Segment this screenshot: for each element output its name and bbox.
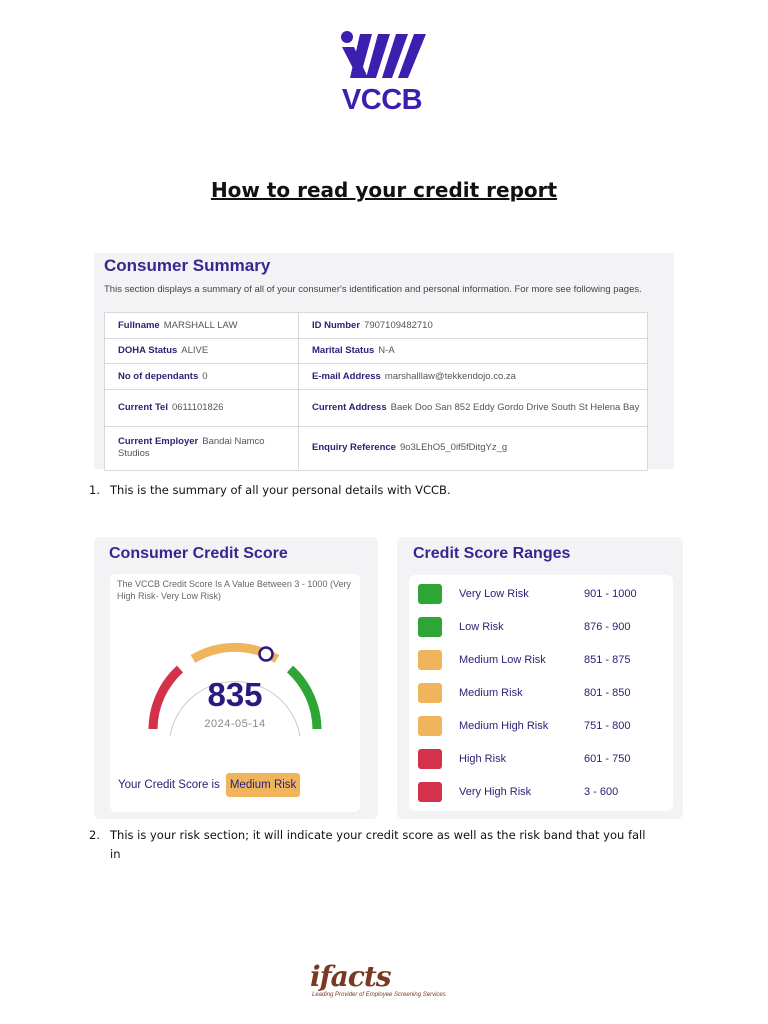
credit-score-ranges-title: Credit Score Ranges: [413, 545, 571, 562]
range-value: 876 - 900: [584, 621, 631, 633]
doha-status-label: DOHA Status: [118, 345, 178, 356]
consumer-summary-description: This section displays a summary of all of your consumer's identification and personal information. For more see following pages.: [104, 284, 642, 295]
current-employer-value: Bandai Namco Studios: [118, 436, 265, 459]
range-row-medium-high-risk: [409, 711, 673, 744]
id-number-value: 7907109482710: [364, 319, 433, 331]
fullname-label: Fullname: [118, 319, 160, 331]
consumer-summary-panel: [94, 253, 674, 469]
credit-score-footer: [118, 773, 300, 797]
email-label: E-mail Address: [312, 370, 381, 382]
range-swatch: [418, 782, 442, 802]
range-swatch: [418, 617, 442, 637]
credit-score-card: [110, 574, 360, 812]
summary-row: [105, 390, 647, 427]
summary-row: [105, 339, 647, 364]
list-item-number: 1.: [89, 483, 100, 497]
risk-band-badge: Medium Risk: [226, 773, 300, 797]
current-tel-label: Current Tel: [118, 402, 168, 413]
range-label: Medium Risk: [459, 687, 523, 699]
range-label: Medium High Risk: [459, 720, 549, 732]
enquiry-reference-value: 9o3LEhO5_0if5fDitgYz_g: [399, 442, 508, 453]
summary-row: [105, 313, 647, 339]
marital-status-value: N-A: [378, 345, 395, 356]
range-row-high-risk: [409, 744, 673, 777]
range-swatch: [418, 749, 442, 769]
range-value: 801 - 850: [584, 687, 631, 699]
list-item: [89, 481, 689, 499]
ifacts-logo-word: ifacts: [310, 960, 391, 993]
credit-score-date: 2024-05-14: [204, 718, 266, 730]
range-label: Medium Low Risk: [459, 654, 546, 666]
range-label: High Risk: [459, 753, 507, 765]
email-value: marshalllaw@tekkendojo.co.za: [384, 370, 516, 382]
fullname-value: MARSHALL LAW: [163, 319, 238, 331]
list-item-text: This is the summary of all your personal details with VCCB.: [110, 483, 451, 497]
range-swatch: [418, 716, 442, 736]
consumer-summary-table: [104, 312, 648, 471]
range-value: 901 - 1000: [584, 588, 637, 600]
range-swatch: [418, 650, 442, 670]
list-item-text-line-1: This is your risk section; it will indicate your credit score as well as the risk band that you fall: [110, 828, 646, 842]
logo-text: VCCB: [341, 84, 423, 116]
range-value: 851 - 875: [584, 654, 631, 666]
summary-row: [105, 364, 647, 390]
dependants-label: No of dependants: [118, 370, 199, 382]
range-row-medium-risk: [409, 678, 673, 711]
current-employer-label: Current Employer: [118, 436, 199, 447]
range-swatch: [418, 584, 442, 604]
vccb-logo-mark-icon: [338, 30, 426, 82]
list-item-text-line-2: in: [110, 847, 121, 861]
range-value: 751 - 800: [584, 720, 631, 732]
range-label: Very High Risk: [459, 786, 532, 798]
credit-score-title: Consumer Credit Score: [109, 545, 288, 562]
credit-score-ranges-panel: [397, 537, 683, 819]
range-value: 3 - 600: [584, 786, 619, 798]
dependants-value: 0: [202, 370, 208, 382]
range-row-very-high-risk: [409, 777, 673, 810]
credit-score-value: 835: [207, 676, 263, 713]
consumer-summary-title: Consumer Summary: [104, 256, 271, 275]
range-swatch: [418, 683, 442, 703]
doha-status-value: ALIVE: [181, 345, 209, 356]
current-tel-value: 0611101826: [171, 402, 224, 413]
credit-score-ranges-list: [409, 575, 673, 811]
current-address-value: Baek Doo San 852 Eddy Gordo Drive South St Helena Bay: [390, 402, 640, 413]
page-title: How to read your credit report: [210, 178, 558, 202]
range-row-medium-low-risk: [409, 645, 673, 678]
range-row-very-low-risk: [409, 579, 673, 612]
credit-score-description: The VCCB Credit Score Is A Value Between 3 - 1000 (Very High Risk- Very Low Risk): [117, 579, 351, 601]
gauge-marker-icon: [260, 648, 273, 661]
range-label: Very Low Risk: [459, 588, 529, 600]
current-address-label: Current Address: [312, 402, 387, 413]
range-row-low-risk: [409, 612, 673, 645]
marital-status-label: Marital Status: [312, 345, 375, 356]
range-label: Low Risk: [459, 621, 504, 633]
consumer-credit-score-panel: [94, 537, 378, 819]
ifacts-logo-tagline: Leading Provider of Employee Screening Services: [312, 992, 446, 998]
id-number-label: ID Number: [312, 319, 361, 331]
ifacts-logo: [300, 958, 470, 1004]
vccb-logo: [334, 30, 430, 114]
list-item: [89, 826, 679, 866]
list-item-number: 2.: [89, 828, 100, 842]
credit-score-footer-label: Your Credit Score is: [118, 779, 220, 791]
summary-row: [105, 427, 647, 469]
range-value: 601 - 750: [584, 753, 631, 765]
enquiry-reference-label: Enquiry Reference: [312, 442, 396, 453]
